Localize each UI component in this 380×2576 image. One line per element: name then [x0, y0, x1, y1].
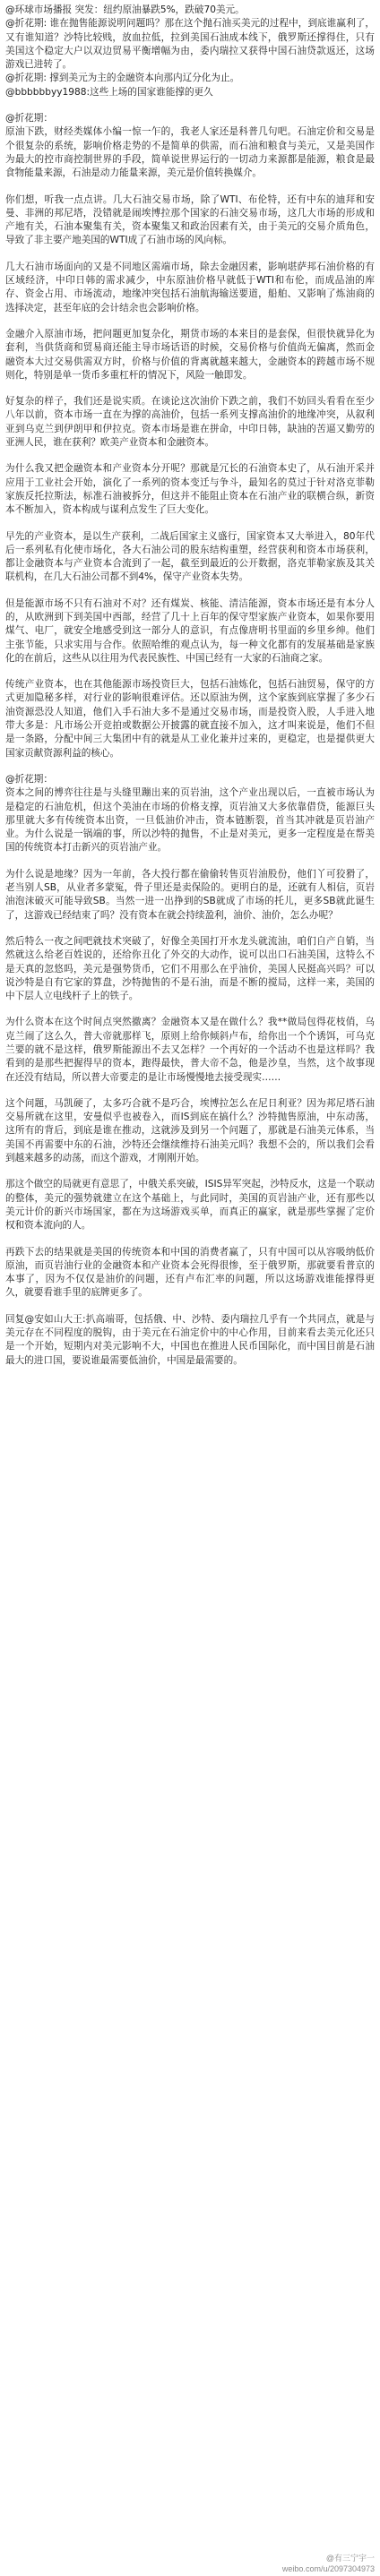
paragraph-timing: 为什么资本在这个时间点突然撤离？金融资本又是在做什么？我**做局包得花枝俏，乌克兰闹了这么久，普大帝就那样飞，原则上给你倾斜卢布，给你出一个个诱饵，可乌克兰要的就不是这样，俄罗斯能源出不去又怎样？一个再好的一个活动不也是这样吗？我看到的是那些把握得早的资本，跑得最快，普大帝不急，他是沙皇，当然，这个故事现在还没有结局，所以普大帝要走的是让市场慢慢地去接受现实……: [5, 1017, 375, 1083]
paragraph-history: 好复杂的样子，我们还是说实质。在谈论这次油价下跌之前，我们不妨回头看看在至少八年以前，资本市场一直在为撑的高油价，包括一系列支撑高油价的地缘冲突，从叙利亚到乌克兰到伊朗甲和伊拉克。资本市场是谁在拼命，中印日韩，缺油的苦逼又勤劳的亚洲人民，谁在获利？欧美产业资本和金融资本。: [5, 396, 375, 449]
paragraph-geopolitics: 为什么说是地缘？因为一年前，各大投行都在偷偷转售页岩油股份，他们丫可狡猾了，老当别人SB，从业者多蒙冤，骨子里还是卖保险的。更明白的是，还就有人相信，页岩油泡沫破灭可能导致SB。当然一进一出挣到的SB就成了市场的托儿，更多SB就此诞生了，这游戏已经结束了吗？没有资本在就会持续盈利，油价、油价，怎么办呢？: [5, 868, 375, 921]
header-line-2: @折花期: 谁在抛售能源说明问题吗？那在这个抛石油买美元的过程中，到底谁赢利了，又有谁知道？沙特比较贱，放血拉低，拉到美国石油成本线下，俄罗斯还撑得住，只有美国这个稳定大户以双边贸易平衡增幅为由，委内瑞拉又获得中国石油贷款返还，这场游戏已进转了。: [5, 18, 375, 71]
paragraph-markets: 你们想，听我一点点讲。几大石油交易市场，除了WTI、布伦特，还有中东的迪拜和安曼、非洲的邦尼塔，没错就是闹埃博拉那个国家的石油交易市场，这几大市场的形成和产地有关，石油本聚集有关，资本聚集又和政治因素有关，由于美元的交易介质角色，导致了非主要产地美国的WTI成了石油市场的风向标。: [5, 193, 375, 246]
paragraph-shale: 资本之间的博弈往往是与头缝里蹦出来的页岩油，这个产业出现以后，一直被市场认为是稳定的石油危机，但这个美油在市场的价格支撑，页岩油又大多依靠借贷，能源巨头那里就大多有传统资本出资，一旦低油价冲击，资本链断裂，首当其冲就是页岩油产业。为什么说是一锅端的事，所以沙特的抛售，不止是对美元，更多一定程度是在帮美国的传统资本打击新兴的页岩油产业。: [5, 787, 375, 854]
paragraph-traditional: 传统产业资本，也在其他能源市场投资巨大，包括石油炼化，包括石油贸易，保守的方式更加隐秘多样，对行业的影响很难评估。还以原油为例，这个家族到底掌握了多少石油资源恐没人知道，他们入手石油大多不是通过交易市场，而是投资入股，人手进入地带大多是：凡市场公开竞拍或数据公开披露的就直接不加入，这才叫来说是，他们不但是一条路，分配中间三大集团中有的就是从工业化兼并过来的，更稳定，也是提供更大国家贡献资源利益的核心。: [5, 679, 375, 759]
paragraph-coincidence: 这个问题，马凯硬了，太多巧合就不是巧合，埃博拉怎么在尼日利亚？因为邦尼塔石油交易所就在这里，安曼似乎也被卷入，而IS到底在搞什么？沙特抛售原油，中东动荡，这所有的背后，到底是谁在推动，这就涉及到另一个问题了，那就是石油美元体系，当美国不再需要中东的石油，沙特还会继续维持石油美元吗？我想不会的，所以我们会看到越来越多的动荡，而这个游戏，才刚刚开始。: [5, 1097, 375, 1164]
paragraph-outcome: 再跌下去的结果就是美国的传统资本和中国的消费者赢了，只有中国可以从容吸纳低价原油，而页岩油行业的金融资本和产业资本会死得很惨，至于俄罗斯，那就要看普京的本事了，因为不仅仅是油价的问题，还有卢布汇率的问题，所以这场游戏谁能撑得更久，就要看谁手里的底牌更多了。: [5, 1246, 375, 1299]
author-tag-2: @折花期：: [5, 773, 53, 785]
paragraph-technology: 然后特么一夜之间吧就技术突破了，好像全美国打开水龙头就流油，咱们自产自销，当然就这么给老百姓说的，还给你丑化了外交的大动作，说可以出口石油美国，这特么不是天真的忽悠吗，美元是强势货币，它们不用那么在乎油价，美国人民挺高兴吗？可以说沙特是自有它家的算盘，沙特抛售的不是石油，而是不断的搅局，这样一来，美国的中下层人立电线杆子上的铁子。: [5, 935, 375, 1002]
paragraph-regions: 几大石油市场面向的又是不同地区需端市场，除去金融因素，影响堪萨邦石油价格的有区域经济，中印日韩的需求减少，中东原油价格早就低于WTI和布伦，而成品油的库存、资金占用、市场流动，地缘冲突包括石油航海输送要道，船舶、又影响了炼油商的选择决定，甚至年底的会计结余也会影响价格。: [5, 261, 375, 313]
paragraph-industry: 早先的产业资本，是以生产获利，二战后国家主义盛行，国家资本又大举进入，80年代后一系列私有化使市场化，各大石油公司的股东结构重塑，经营获利和资本市场获利，都让金融资本与产业资本合流到了一起，截至到最近的公开数据，洛克菲勒家族及其关联机构，在几大石油公司都不到4%，保守产业资本失势。: [5, 530, 375, 583]
paragraph-intro: 原油下跌，财经类媒体小编一惊一乍的，我老人家还是科普几句吧。石油定价和交易是个很复杂的系统，影响价格走势的不是简单的供需，而石油和粮食与美元，又是美国作为最大的控市商控制世界的手段，简单说世界运行的一切动力来源都是能源，粮食是最食物能量来源，石油是动力能量来源，美元是价值转换媒介。: [5, 126, 375, 179]
watermark-source: weibo.com/u/2097304973: [281, 2564, 375, 2573]
header-line-4: @bbbbbbyy1988:这些上场的国家谁能撑的更久: [5, 86, 213, 98]
watermark-handle: @有三宁宇一: [325, 2554, 375, 2563]
paragraph-energy: 但是能源市场不只有石油对不对？还有煤炭、核能、清洁能源，资本市场还是有本分人的，从欧洲到下到美国中西部，经营了几十上百年的保守型家族产业资本，如果你要用煤气、电厂，就安全地感受到这一部分人的意识，有点像唐明书里面的乡里乡绅。他们主张节能，只求实用与合作。依照哈维的观点认为，每一种文化都有的发展基础是家族化的在前后，这些从以往用为代表民族性、中国已经有一大家的石油商之家。: [5, 597, 375, 664]
header-line-1: @环球市场播报 突发：纽约原油暴跌5%，跌破70美元。: [5, 4, 245, 15]
watermark: [282, 2553, 375, 2574]
paragraph-reply: 回复@安如山大王:扒高端哥，包括俄、中、沙特、委内瑞拉几乎有一个共同点，就是与美元存在不同程度的脱钩，由于美元在石油定价中的中心作用，目前来看去美元化还只是一个开始，短期内对美元影响不大，中国也在推进人民币国际化，而中国目前是石油最大的进口国，要说谁最需要低油价，中国是最需要的。: [5, 1313, 375, 1366]
paragraph-finance: 金融介入原油市场，把问题更加复杂化，期货市场的本来目的是套保，但很快就异化为套利，当供货商和贸易商还能主导市场话语的时候，交易价格与价值尚无偏离，然而金融资本大过交易供需双方时，价格与价值的背离就越来越大，金融资本的跨越市场不规则化，特别是单一货币多重杠杆的情况下，风险一触即发。: [5, 328, 375, 381]
author-tag: @折花期：: [5, 113, 53, 125]
paragraph-capital: 为什么我又把金融资本和产业资本分开呢？那就是冗长的石油资本史了，从石油开采并应用于工业社会开始，演化了一系列的资本变迁与争斗，最知名的莫过于针对洛克菲勒家族反托拉斯法，标准石油被拆分，但这并不能阻止资本在石油产业的联横合纵，新资本不断加入，资本构成与谋利点发生了巨大变化。: [5, 463, 375, 516]
header-line-3: @折花期: 撑到美元为主的金融资本向那内辽分化为止。: [5, 73, 240, 84]
paragraph-short: 那这个做空的局就更有意思了，中俄关系突破，ISIS异军突起，沙特反水，这是一个联动的整体，美元的强势就建立在这个基础上，与此同时，美国的页岩油产业，还有那些以美元计价的新兴市场国家，都在为这场游戏买单，而真正的赢家，就是那些掌握了定价权和资本流向的人。: [5, 1179, 375, 1232]
